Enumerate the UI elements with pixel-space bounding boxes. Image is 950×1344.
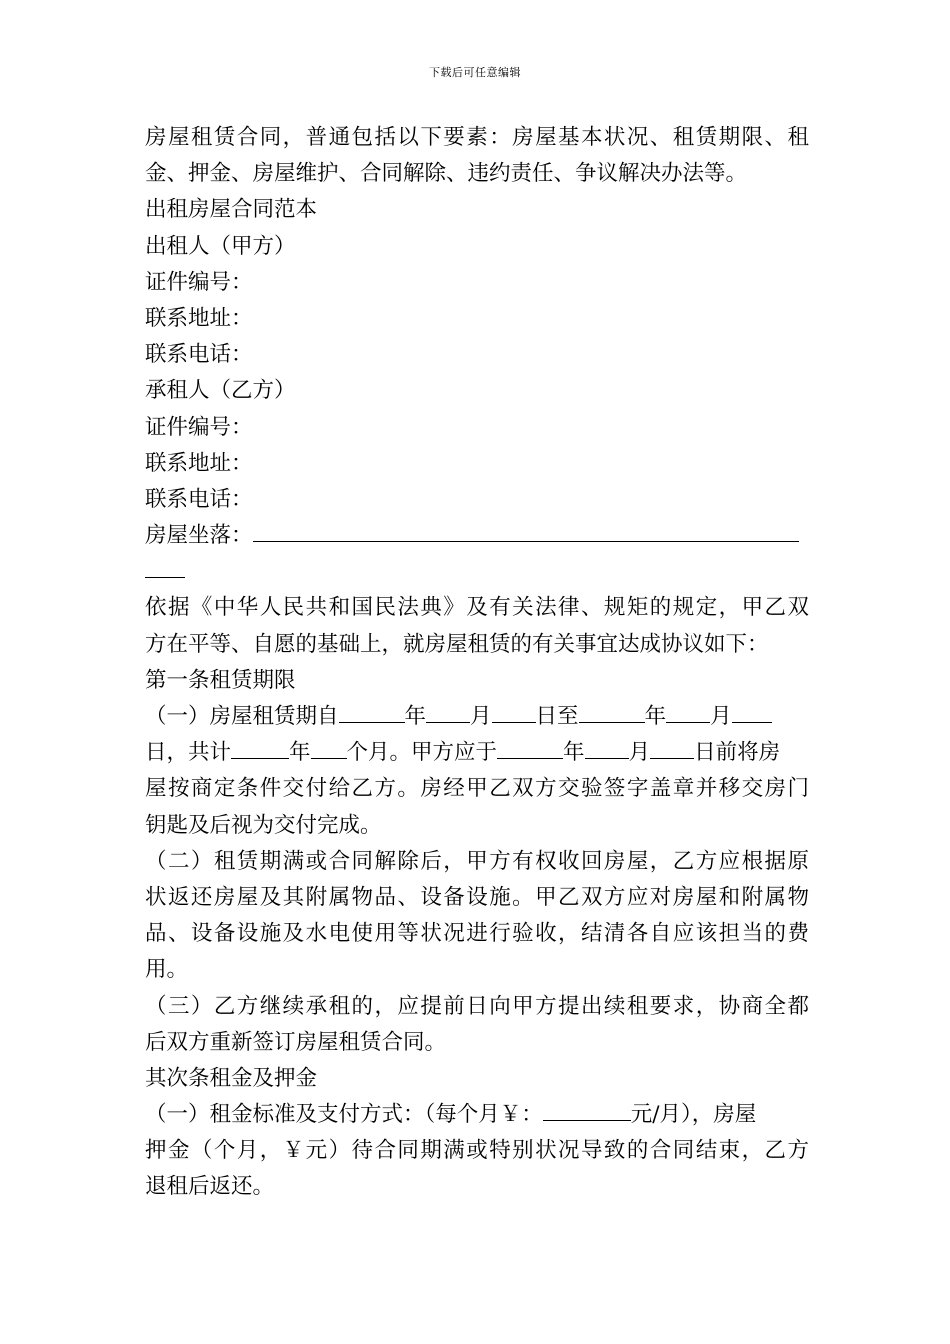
article-1-para-2-line-3: 品、设备设施及水电使用等状况进行验收，结清各自应该担当的费 bbox=[145, 921, 809, 947]
lessee-phone-label: 联系电话： bbox=[145, 486, 253, 512]
lessee-address-label: 联系地址： bbox=[145, 450, 253, 476]
month-count-blank bbox=[311, 738, 347, 759]
year-blank bbox=[579, 702, 645, 723]
article-1-para-1-line-4: 钥匙及后视为交付完成。 bbox=[145, 812, 382, 838]
page-header-note: 下载后可任意编辑 bbox=[429, 66, 521, 79]
year-blank bbox=[339, 702, 405, 723]
lessor-address-label: 联系地址： bbox=[145, 305, 253, 331]
text-segment: 月 bbox=[628, 740, 651, 766]
property-location-label: 房屋坐落： bbox=[145, 523, 253, 549]
lessor-id-label: 证件编号： bbox=[145, 269, 253, 295]
article-1-para-1-line-2 bbox=[145, 735, 809, 771]
lessor-heading: 出租人（甲方） bbox=[145, 233, 296, 259]
article-1-para-2-line-4: 用。 bbox=[145, 957, 189, 983]
basis-line-1: 依据《中华人民共和国民法典》及有关法律、规矩的规定，甲乙双 bbox=[145, 595, 809, 621]
lessee-heading: 承租人（乙方） bbox=[145, 378, 296, 404]
day-blank bbox=[492, 702, 536, 723]
text-segment: 月 bbox=[710, 704, 732, 729]
text-segment: 日前将房 bbox=[694, 740, 781, 766]
text-segment: 元/月），房屋 bbox=[630, 1102, 757, 1128]
year-count-blank bbox=[231, 738, 289, 759]
text-segment: 日至 bbox=[535, 704, 579, 729]
article-2-para-1-line-3: 退租后返还。 bbox=[145, 1174, 275, 1200]
text-segment: 年 bbox=[563, 740, 585, 766]
month-blank bbox=[585, 738, 629, 759]
article-1-para-3-line-1: （三）乙方继续承租的，应提前日向甲方提出续租要求，协商全都 bbox=[145, 993, 809, 1019]
article-1-para-2-line-1: （二）租赁期满或合同解除后，甲方有权收回房屋，乙方应根据原 bbox=[145, 848, 809, 874]
text-segment: 日，共计 bbox=[145, 740, 232, 766]
article-2-para-1-line-2: 押金（个月，￥元）待合同期满或特别状况导致的合同结束，乙方 bbox=[145, 1138, 809, 1164]
month-blank bbox=[426, 702, 470, 723]
blank-line bbox=[145, 557, 185, 578]
article-2-para-1-line-1 bbox=[145, 1097, 809, 1133]
day-blank bbox=[650, 738, 694, 759]
intro-line-2: 金、押金、房屋维护、合同解除、违约责任、争议解决办法等。 bbox=[145, 161, 748, 187]
article-2-title: 其次条租金及押金 bbox=[145, 1065, 318, 1091]
year-blank bbox=[497, 738, 563, 759]
text-segment: 年 bbox=[644, 704, 667, 729]
basis-line-2: 方在平等、自愿的基础上，就房屋租赁的有关事宜达成协议如下： bbox=[145, 631, 769, 657]
article-1-para-3-line-2: 后双方重新签订房屋租赁合同。 bbox=[145, 1029, 447, 1055]
text-segment: （一）房屋租赁期自 bbox=[145, 704, 339, 729]
text-segment: 个月。甲方应于 bbox=[346, 740, 498, 766]
contract-body bbox=[145, 120, 809, 1206]
rent-amount-blank bbox=[543, 1100, 631, 1121]
article-1-para-1-line-1 bbox=[145, 699, 809, 735]
text-segment: 年 bbox=[289, 740, 311, 766]
lessee-id-label: 证件编号： bbox=[145, 414, 253, 440]
article-1-para-1-line-3: 屋按商定条件交付给乙方。房经甲乙双方交验签字盖章并移交房门 bbox=[145, 776, 809, 802]
text-segment: （一）租金标准及支付方式：（每个月￥： bbox=[145, 1102, 543, 1128]
property-location-blank-continued bbox=[145, 554, 809, 590]
article-1-para-2-line-2: 状返还房屋及其附属物品、设备设施。甲乙双方应对房屋和附属物 bbox=[145, 884, 809, 910]
month-blank bbox=[666, 702, 710, 723]
article-1-title: 第一条租赁期限 bbox=[145, 667, 296, 693]
text-segment: 月 bbox=[470, 704, 492, 729]
intro-line-1: 房屋租赁合同，普通包括以下要素：房屋基本状况、租赁期限、租 bbox=[145, 125, 809, 150]
property-location-blank bbox=[253, 521, 799, 542]
lessor-phone-label: 联系电话： bbox=[145, 342, 253, 368]
document-title: 出租房屋合同范本 bbox=[145, 197, 318, 223]
property-location-line bbox=[145, 518, 809, 554]
day-blank bbox=[732, 702, 772, 723]
text-segment: 年 bbox=[404, 704, 427, 729]
